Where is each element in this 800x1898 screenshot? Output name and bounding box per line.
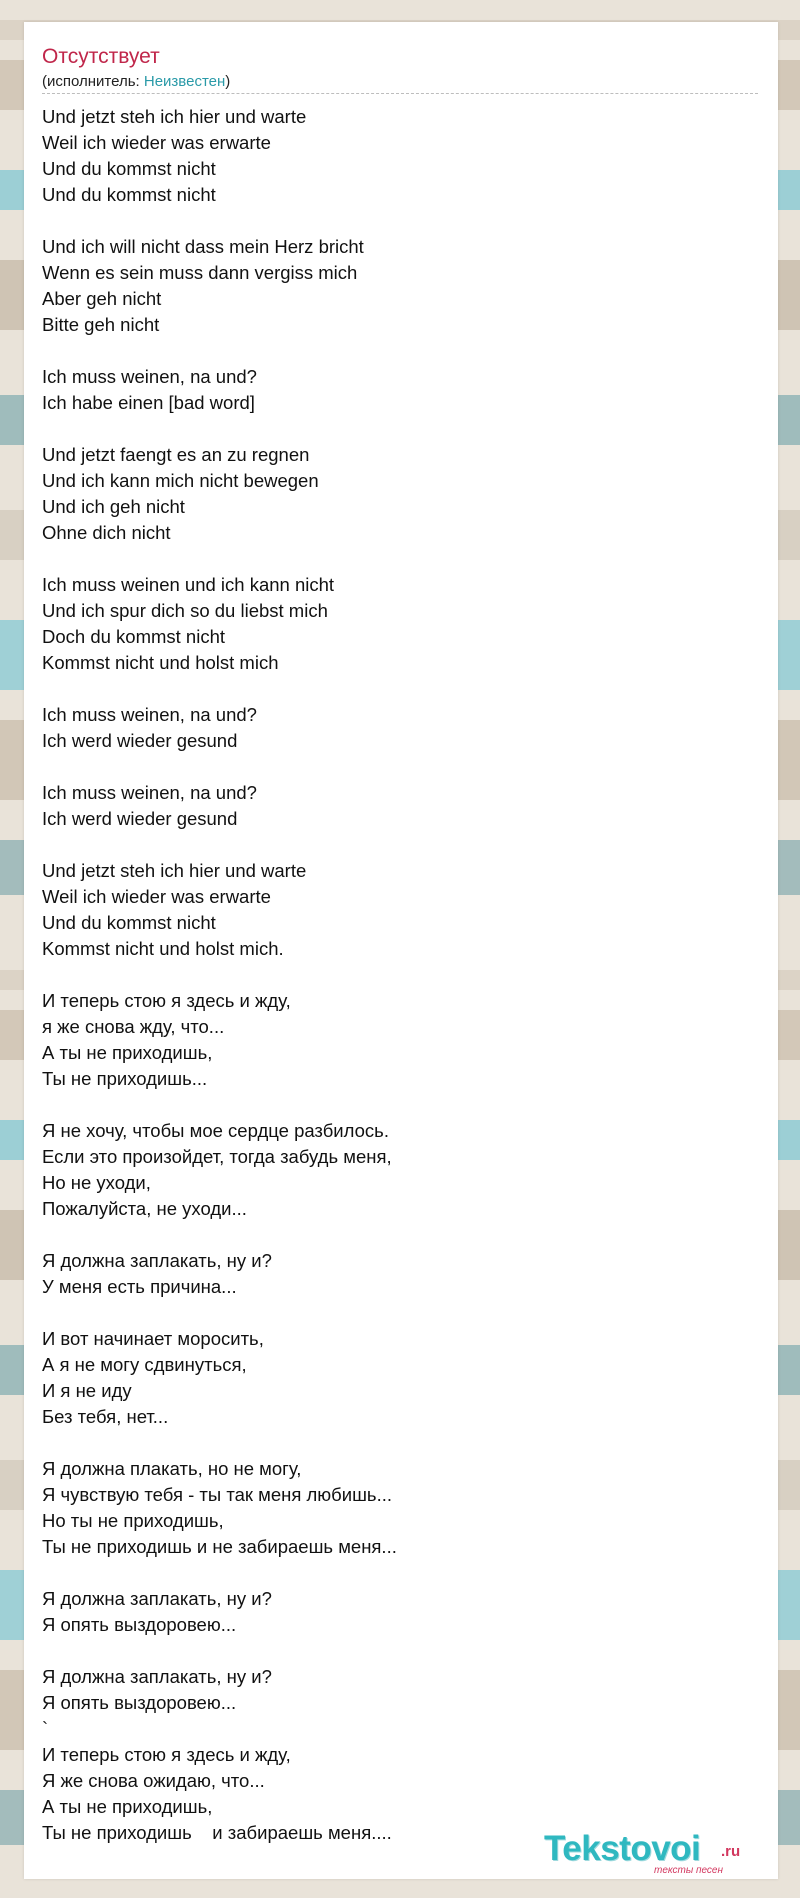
lyric-line	[42, 546, 762, 572]
lyric-line	[42, 1092, 762, 1118]
lyric-line: Und du kommst nicht	[42, 158, 216, 179]
lyric-line: Ты не приходишь и забираешь меня....	[42, 1822, 392, 1843]
lyric-line: Я не хочу, чтобы мое сердце разбилось.	[42, 1120, 389, 1141]
lyric-line: Bitte geh nicht	[42, 314, 160, 335]
lyric-line: Ich habe einen [bad word]	[42, 392, 255, 413]
logo-tld: .ru	[721, 1843, 741, 1860]
artist-line	[42, 73, 230, 91]
lyric-line: Я опять выздоровею...	[42, 1614, 237, 1635]
lyric-line: Und ich kann mich nicht bewegen	[42, 470, 319, 491]
artist-link[interactable]: Неизвестен	[143, 73, 226, 90]
lyric-line	[42, 962, 762, 988]
lyric-line: Ты не приходишь...	[42, 1068, 208, 1089]
lyric-line: Und jetzt steh ich hier und warte	[42, 860, 307, 881]
lyric-line: Weil ich wieder was erwarte	[42, 886, 271, 907]
lyric-line: У меня есть причина...	[42, 1276, 237, 1297]
lyric-line	[42, 1560, 762, 1586]
artist-prefix: (исполнитель:	[42, 73, 144, 90]
lyric-line: Doch du kommst nicht	[42, 626, 226, 647]
lyric-line: Пожалуйста, не уходи...	[42, 1198, 247, 1219]
lyric-line: И теперь стою я здесь и жду,	[42, 1744, 291, 1765]
lyric-line: Я должна заплакать, ну и?	[42, 1588, 272, 1609]
lyric-line: Und ich will nicht dass mein Herz bricht	[42, 236, 364, 257]
logo-wordmark: Tekstovoi	[544, 1829, 701, 1868]
lyric-line: Ты не приходишь и не забираешь меня...	[42, 1536, 397, 1557]
artist-suffix: )	[225, 73, 231, 90]
lyric-line: Я же снова ожидаю, что...	[42, 1770, 265, 1791]
lyric-line: Ich muss weinen, na und?	[42, 782, 257, 803]
title-divider	[42, 93, 758, 94]
lyric-line: Ich werd wieder gesund	[42, 730, 238, 751]
lyric-line: А ты не приходишь,	[42, 1042, 213, 1063]
lyric-line: Wenn es sein muss dann vergiss mich	[42, 262, 358, 283]
lyric-line: Und jetzt steh ich hier und warte	[42, 106, 307, 127]
lyric-line: Und ich spur dich so du liebst mich	[42, 600, 328, 621]
lyric-line: Я должна заплакать, ну и?	[42, 1250, 272, 1271]
lyric-line: `	[42, 1718, 49, 1739]
lyrics-card	[24, 22, 778, 1879]
lyric-line: Но не уходи,	[42, 1172, 151, 1193]
lyric-line: Без тебя, нет...	[42, 1406, 169, 1427]
lyric-line: Ohne dich nicht	[42, 522, 171, 543]
lyric-line: Я чувствую тебя - ты так меня любишь...	[42, 1484, 392, 1505]
lyric-line	[42, 338, 762, 364]
lyric-line: А я не могу сдвинуться,	[42, 1354, 247, 1375]
lyric-line: Если это произойдет, тогда забудь меня,	[42, 1146, 392, 1167]
lyric-line: Und du kommst nicht	[42, 184, 216, 205]
lyric-line: Ich muss weinen und ich kann nicht	[42, 574, 335, 595]
lyric-line	[42, 208, 762, 234]
lyric-line: Weil ich wieder was erwarte	[42, 132, 271, 153]
lyric-line	[42, 676, 762, 702]
lyric-line	[42, 832, 762, 858]
lyric-line: Aber geh nicht	[42, 288, 162, 309]
lyric-line	[42, 1222, 762, 1248]
lyric-line: Und du kommst nicht	[42, 912, 216, 933]
song-title: Отсутствует	[42, 45, 160, 68]
lyric-line: Kommst nicht und holst mich.	[42, 938, 284, 959]
site-logo[interactable]	[544, 1830, 774, 1874]
lyric-line	[42, 1430, 762, 1456]
lyric-line: я же снова жду, что...	[42, 1016, 225, 1037]
lyric-line: Я опять выздоровею...	[42, 1692, 237, 1713]
lyric-line: И я не иду	[42, 1380, 132, 1401]
lyrics-text	[42, 104, 762, 1846]
lyric-line: И теперь стою я здесь и жду,	[42, 990, 291, 1011]
lyric-line: Ich werd wieder gesund	[42, 808, 238, 829]
lyric-line: Но ты не приходишь,	[42, 1510, 224, 1531]
logo-tagline: тексты песен	[654, 1865, 723, 1876]
lyric-line	[42, 1300, 762, 1326]
lyric-line: А ты не приходишь,	[42, 1796, 213, 1817]
lyric-line: Ich muss weinen, na und?	[42, 704, 257, 725]
lyric-line: Und ich geh nicht	[42, 496, 185, 517]
lyric-line: Я должна заплакать, ну и?	[42, 1666, 272, 1687]
lyric-line	[42, 754, 762, 780]
lyric-line	[42, 416, 762, 442]
lyric-line: Ich muss weinen, na und?	[42, 366, 257, 387]
lyric-line: Kommst nicht und holst mich	[42, 652, 279, 673]
lyric-line: Und jetzt faengt es an zu regnen	[42, 444, 310, 465]
lyric-line: Я должна плакать, но не могу,	[42, 1458, 302, 1479]
lyric-line	[42, 1638, 762, 1664]
lyric-line: И вот начинает моросить,	[42, 1328, 264, 1349]
